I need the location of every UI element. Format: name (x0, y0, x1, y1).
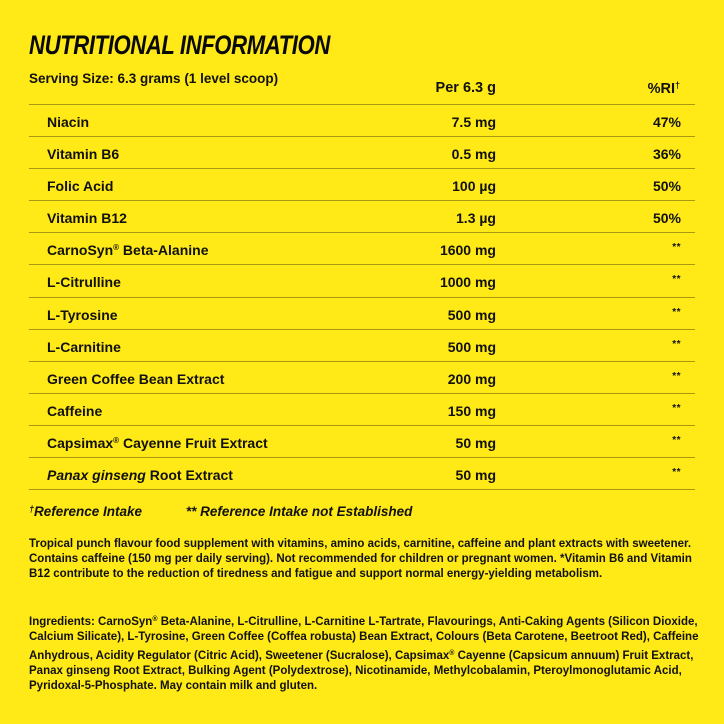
nutrient-name: Niacin (47, 114, 90, 130)
nutrient-ri: 47% (652, 114, 681, 130)
nutrient-name: Vitamin B12 (47, 210, 127, 227)
ingredients-label: Ingredients: (29, 616, 95, 628)
name-suffix: Cayenne Fruit Extract (119, 434, 268, 451)
column-header-ri (648, 80, 680, 97)
footnote-legend (29, 504, 412, 519)
table-row (29, 105, 695, 137)
registered-mark: ® (449, 649, 455, 657)
dagger-mark: † (674, 80, 680, 90)
table-row (29, 201, 695, 233)
column-header-per-serving: Per 6.3 g (435, 80, 496, 96)
nutrient-amount: 1000 mg (439, 274, 496, 291)
name-suffix: Beta-Alanine (119, 242, 209, 259)
serving-size: Serving Size: 6.3 grams (1 level scoop) (29, 71, 279, 86)
nutrient-ri: ** (672, 434, 681, 446)
ri-label: %RI (647, 81, 675, 97)
table-row (29, 426, 695, 458)
nutrient-amount: 150 mg (447, 402, 496, 419)
nutrient-name: L-Carnitine (47, 338, 121, 355)
nutrient-name: Green Coffee Bean Extract (47, 370, 225, 387)
nutrient-ri: ** (672, 242, 681, 254)
nutrient-name: L-Citrulline (47, 274, 121, 291)
nutrient-ri: 50% (652, 210, 681, 227)
nutrient-amount: 500 mg (447, 306, 496, 323)
nutrient-name (47, 467, 233, 483)
nutrient-amount: 50 mg (455, 467, 496, 484)
nutrient-amount: 200 mg (447, 370, 496, 387)
nutrient-name: L-Tyrosine (47, 306, 118, 323)
registered-mark: ® (113, 243, 120, 253)
nutrient-name: Folic Acid (47, 178, 114, 195)
table-row (29, 265, 695, 297)
table-row (29, 169, 695, 201)
name-suffix: Root Extract (145, 467, 233, 484)
latin-name: Panax ginseng (47, 467, 146, 484)
table-row (29, 330, 695, 362)
brand-name: CarnoSyn (47, 242, 114, 259)
product-description: Tropical punch flavour food supplement with vitamins, amino acids, carnitine, caffeine and plant extracts with sweetener. Contains caffeine (150 mg per daily serving). Not recommended for children or pregnant women. *Vitamin B6 and Vitamin B12 contribute to the reduction of tiredness and fatigue and support normal energy-yielding metabolism. (29, 538, 692, 580)
registered-mark: ® (152, 616, 158, 623)
nutrient-amount: 1.3 µg (456, 210, 496, 227)
nutrient-ri: ** (672, 467, 681, 479)
registered-mark: ® (113, 435, 120, 445)
nutrient-ri: 50% (652, 178, 681, 195)
ingredients-text: CarnoSyn (94, 616, 153, 628)
nutrient-ri: ** (672, 274, 681, 286)
brand-name: Capsimax (47, 434, 114, 451)
table-row (29, 458, 695, 490)
reference-intake-text: Reference Intake (34, 504, 143, 519)
dagger-mark: † (29, 504, 35, 514)
nutrient-amount: 50 mg (455, 434, 496, 451)
table-row (29, 362, 695, 394)
nutrient-amount: 1600 mg (439, 242, 496, 259)
nutrient-ri: ** (672, 370, 681, 382)
ingredients-text: Cayenne (Capsicum annuum) Fruit Extract, Panax ginseng Root Extract, Bulking Agent (Polydextrose), Nicotinamide, Methylcobalamin, Pteroylmonoglutamic Acid, Pyridoxal-5-Phosphate. (29, 649, 694, 693)
table-row (29, 137, 695, 169)
not-established-note: ** Reference Intake not Established (185, 504, 413, 519)
nutrient-name: Caffeine (47, 402, 103, 419)
ingredients-text: Beta-Alanine, L-Citrulline, L-Carnitine L-Tartrate, Flavourings, Anti-Caking Agents (Silicon Dioxide, Calcium Silicate), L-Tyrosine, Green Coffee (Coffea robusta) Bean Extract, Colours (Beta Carotene, Beetroot Red), Caffeine Anhydrous, Acidity Regulator (Citric Acid), Sweetener (Sucralose), Capsimax (29, 616, 699, 662)
nutrition-table (29, 104, 695, 490)
nutrient-name (47, 242, 209, 258)
table-row (29, 394, 695, 426)
reference-intake-note (29, 504, 142, 519)
nutrient-amount: 100 µg (452, 178, 496, 195)
nutrient-amount: 0.5 mg (451, 146, 496, 163)
nutrient-ri: 36% (652, 146, 681, 163)
nutrient-amount: 7.5 mg (451, 114, 496, 130)
nutrient-amount: 500 mg (447, 338, 496, 355)
ingredients-list (29, 612, 709, 694)
nutrient-name: Vitamin B6 (47, 146, 120, 163)
nutrient-ri: ** (672, 306, 681, 318)
allergen-warning: May contain milk and gluten. (160, 680, 318, 693)
table-row (29, 298, 695, 330)
table-row (29, 233, 695, 265)
nutrient-name (47, 435, 268, 451)
page-title: NUTRITIONAL INFORMATION (29, 30, 330, 60)
nutrient-ri: ** (672, 338, 681, 350)
nutrient-ri: ** (672, 402, 681, 414)
